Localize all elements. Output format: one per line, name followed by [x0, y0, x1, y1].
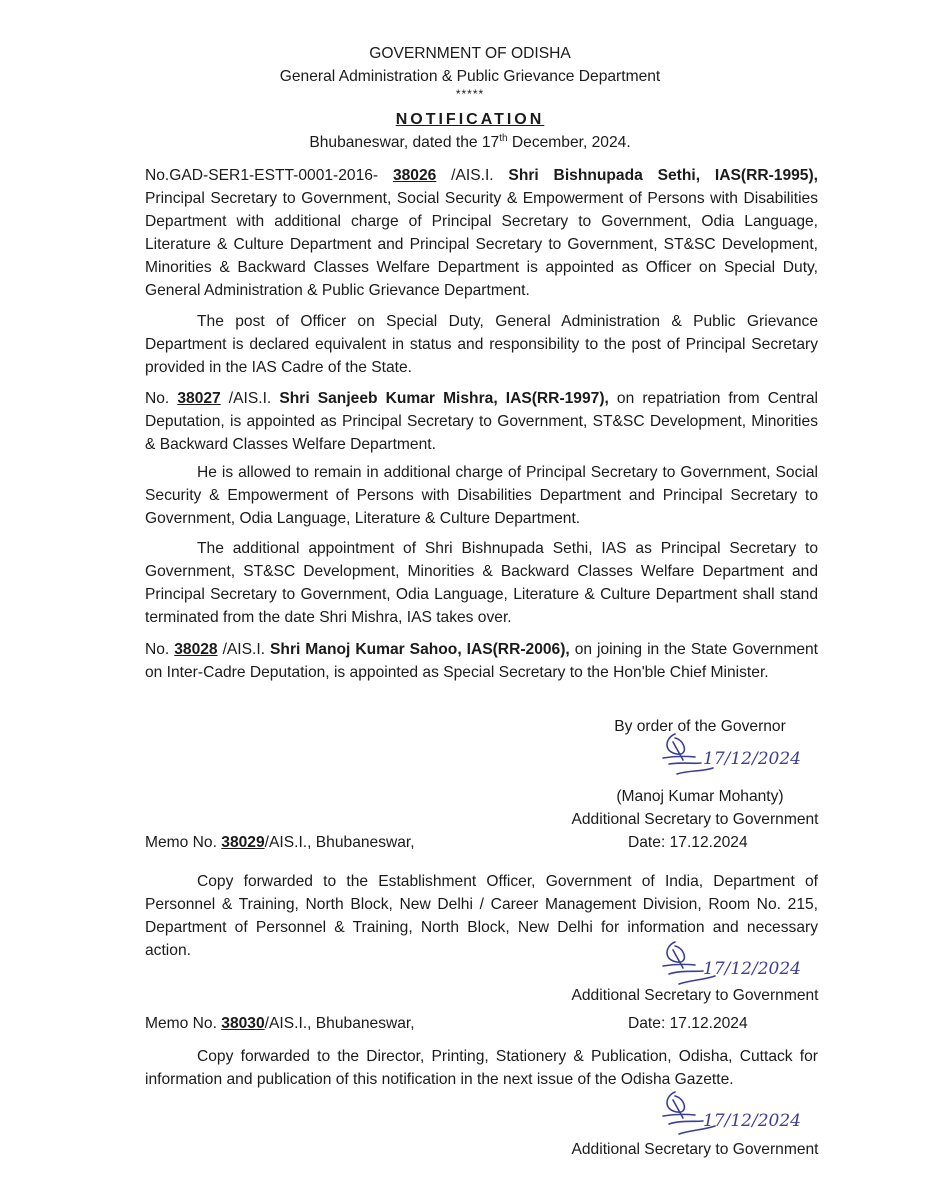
reference-tail: /AIS.I. [217, 641, 271, 658]
signature-1 [655, 730, 875, 785]
paragraph-additional-charge [145, 461, 818, 530]
signature-3 [655, 1088, 875, 1143]
paragraph-body: The additional appointment of Shri Bishnupada Sethi, IAS as Principal Secretary to Government, ST&SC Development, Minorities & Backward Classes Welfare Department and Principal Secretary to Government, Odia Language, Literature & Culture Department shall stand terminated from the date Shri Mishra, IAS takes over. [145, 540, 818, 626]
memo-suffix: /AIS.I., Bhubaneswar, [264, 834, 415, 851]
dated-suffix: December, 2024. [507, 134, 631, 151]
notification-number: 38028 [174, 641, 218, 658]
paragraph-body: on repatriation from Central Deputation, is appointed as Principal Secretary to Government, ST&SC Development, Minorities & Backward Classes Welfare Department. [145, 390, 818, 453]
memo-2-body-block [145, 1045, 818, 1091]
paragraph-appointment-sahoo [145, 638, 818, 684]
paragraph-body: on joining in the State Government on Inter-Cadre Deputation, is appointed as Special Secretary to the Hon'ble Chief Minister. [145, 641, 818, 681]
handwritten-signature-icon [655, 730, 875, 785]
by-order-line: By order of the Governor [614, 718, 786, 735]
handwritten-signature-icon [655, 1088, 875, 1143]
dated-line [0, 131, 940, 154]
memo-1-number-line [145, 831, 415, 854]
paragraph-post-equivalence [145, 310, 818, 379]
memo-2-date: Date: 17.12.2024 [628, 1015, 748, 1032]
signature-date-text: 17/12/2024 [703, 1111, 801, 1131]
memo-2-designation: Additional Secretary to Government [571, 1141, 819, 1158]
department-heading: General Administration & Public Grievance Department [279, 68, 661, 85]
memo-1-designation: Additional Secretary to Government [571, 987, 819, 1004]
notification-number: 38027 [177, 390, 221, 407]
officer-name: Shri Bishnupada Sethi, IAS(RR-1995), [508, 167, 818, 184]
paragraph-body: Principal Secretary to Government, Social Security & Empowerment of Persons with Disabilities Department with additional charge of Principal Secretary to Government, Odia Language, Literature & Culture Department and Principal Secretary to Government, ST&SC Development, Minorities & Backward Classes Welfare Department is appointed as Officer on Special Duty, General Administration & Public Grievance Department. [145, 190, 818, 299]
signature-date-text: 17/12/2024 [703, 959, 801, 979]
memo-1-body: Copy forwarded to the Establishment Officer, Government of India, Department of Personnel & Training, North Block, New Delhi / Career Management Division, Room No. 215, Department of Personnel & Training, North Block, New Delhi for information and necessary action. [145, 873, 818, 959]
memo-2-number-line [145, 1012, 415, 1035]
dated-sup: th [499, 132, 508, 144]
memo-number: 38029 [221, 834, 265, 851]
government-heading: GOVERNMENT OF ODISHA [369, 45, 571, 62]
reference-tail: /AIS.I. [436, 167, 509, 184]
number-prefix: No. [145, 390, 178, 407]
notification-title-text: NOTIFICATION [395, 111, 545, 128]
officer-name: Shri Sanjeeb Kumar Mishra, IAS(RR-1997), [279, 390, 609, 407]
reference-number: No.GAD-SER1-ESTT-0001-2016- [145, 167, 393, 184]
memo-1-date: Date: 17.12.2024 [628, 834, 748, 851]
memo-2-body: Copy forwarded to the Director, Printing, Stationery & Publication, Odisha, Cuttack for information and publication of this notification in the next issue of the Odisha Gazette. [145, 1048, 818, 1088]
memo-suffix: /AIS.I., Bhubaneswar, [264, 1015, 415, 1032]
paragraph-termination [145, 537, 818, 629]
notification-number: 38026 [392, 167, 437, 184]
paragraph-body: The post of Officer on Special Duty, General Administration & Public Grievance Department is declared equivalent in status and responsibility to the post of Principal Secretary provided in the IAS Cadre of the State. [145, 313, 818, 376]
signature-date-text: 17/12/2024 [703, 749, 801, 769]
paragraph-appointment-sethi [145, 164, 818, 302]
dated-prefix: Bhubaneswar, dated the 17 [309, 134, 500, 151]
paragraph-body: He is allowed to remain in additional charge of Principal Secretary to Government, Social Security & Empowerment of Persons with Disabilities Department and Principal Secretary to Government, Odia Language, Literature & Culture Department. [145, 464, 818, 527]
memo-number: 38030 [221, 1015, 265, 1032]
memo-prefix: Memo No. [145, 834, 222, 851]
notification-title [0, 108, 940, 131]
signatory-designation: Additional Secretary to Government [571, 811, 819, 828]
signatory-name: (Manoj Kumar Mohanty) [616, 788, 784, 805]
memo-prefix: Memo No. [145, 1015, 222, 1032]
number-prefix: No. [145, 641, 175, 658]
reference-tail: /AIS.I. [220, 390, 280, 407]
paragraph-appointment-mishra [145, 387, 818, 456]
header-stars: ***** [455, 87, 485, 101]
officer-name: Shri Manoj Kumar Sahoo, IAS(RR-2006), [270, 641, 570, 658]
